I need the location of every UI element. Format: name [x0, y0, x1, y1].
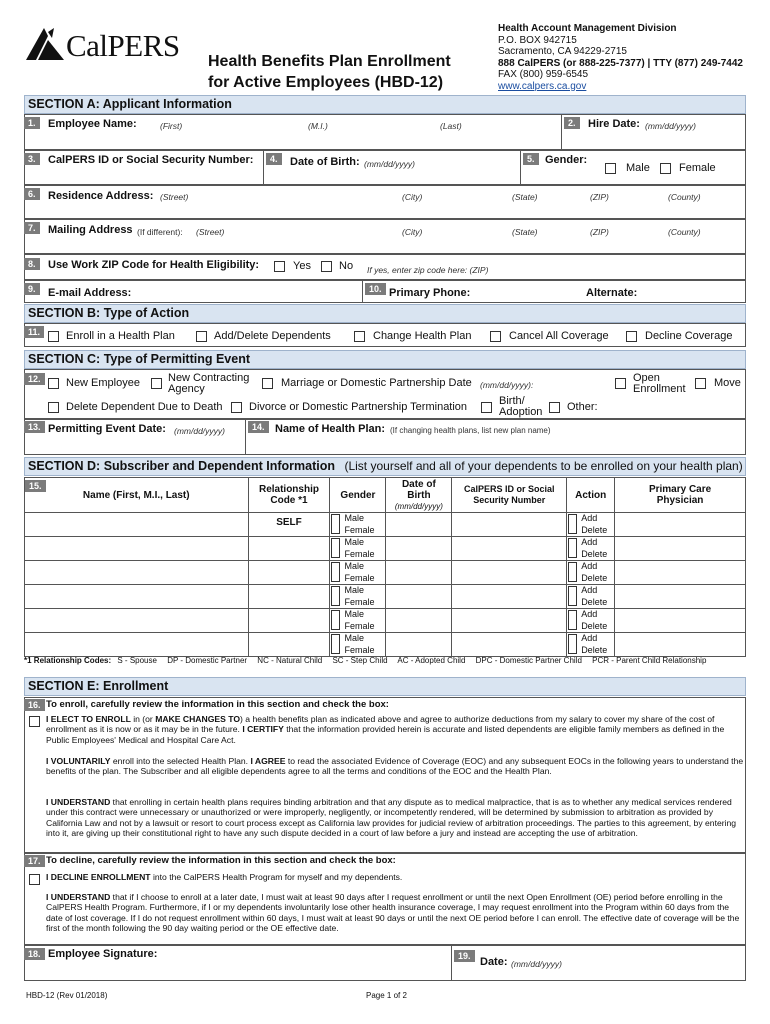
alternate-phone-input[interactable] [642, 284, 742, 300]
hint-mi: (M.I.) [308, 121, 328, 131]
field-18-number: 18. [24, 948, 45, 960]
signature-date-label: Date: [480, 956, 508, 968]
work-zip-input[interactable] [500, 258, 740, 276]
action-option [567, 537, 614, 549]
pcp-cell[interactable] [615, 561, 746, 585]
action-cell [567, 585, 615, 609]
gender-option [330, 645, 385, 657]
gender-option-label: Female [344, 524, 375, 535]
gender-cell [330, 633, 386, 657]
relationship-code-cell[interactable] [248, 561, 330, 585]
dependent-id-cell[interactable] [452, 537, 567, 561]
dob-line3: (mm/dd/yyyy) [394, 501, 443, 511]
elect-to-enroll-checkbox[interactable] [29, 716, 40, 727]
field-10-number: 10. [365, 283, 386, 295]
decline-paragraph-2 [46, 892, 746, 934]
p1-e: I CERTIFY [242, 724, 284, 735]
hire-date-label: Hire Date: [588, 118, 640, 130]
field-15-number: 15. [25, 480, 46, 492]
p5-b: that if I choose to enroll at a later date, I must wait at least 90 days after I request enrollment or until the next Open Enrollment (OE) period before enrolling in the CalPERS Health Program. Furthermore, if I or my dependents involuntarily lose other health insurance coverage, I may request enrollment into the Program within 60 days from the date of lost coverage. If I do not request enrollment within 60 days, I must wait at least 90 days or until the next OE period before I can enroll. The effective date of coverage will be the first of the month following the 90 day waiting period or the OE effective date. [46, 892, 740, 934]
gender-option-label: Male [344, 585, 364, 595]
section-c-header: SECTION C: Type of Permitting Event [24, 350, 746, 369]
action-enroll-label: Enroll in a Health Plan [66, 330, 175, 342]
email-label: E-mail Address: [48, 287, 132, 299]
event-new-agency-label [168, 373, 249, 395]
pcp-cell[interactable] [615, 537, 746, 561]
email-input[interactable] [140, 284, 358, 300]
gender-option [330, 597, 385, 609]
field-14-number: 14. [248, 421, 269, 433]
dependent-row [25, 585, 746, 609]
health-plan-label: Name of Health Plan: [275, 423, 386, 435]
action-option [567, 549, 614, 561]
action-option [567, 597, 614, 609]
signature-date-hint: (mm/dd/yyyy) [511, 959, 562, 969]
gender-cell [330, 537, 386, 561]
new-contracting-line2: Agency [168, 383, 205, 395]
col-name-label: Name (First, M.I., Last) [82, 489, 190, 501]
hire-date-input[interactable] [566, 132, 742, 148]
relationship-code-cell[interactable] [248, 585, 330, 609]
action-option [567, 609, 614, 621]
action-option [567, 645, 614, 657]
event-divorce-label: Divorce or Domestic Partnership Termination [249, 401, 468, 413]
gender-option [330, 573, 385, 585]
p1-d: ) a health benefits plan as indicated above and agree to authorize deductions from my salary to cover my share of the cost of enrollment as it is now or as it may be in the future. [46, 714, 715, 735]
action-option-label: Add [581, 561, 598, 571]
mail-city-hint: (City) [402, 227, 423, 237]
health-plan-hint: (If changing health plans, list new plan name) [390, 426, 551, 435]
action-change-plan-label: Change Health Plan [373, 330, 472, 342]
work-zip-yes-label: Yes [293, 260, 311, 272]
field-5-number: 5. [523, 153, 539, 165]
action-option-label: Delete [581, 644, 608, 655]
gender-option-label: Male [344, 561, 364, 571]
division-name: Health Account Management Division [498, 23, 677, 34]
action-cell [567, 633, 615, 657]
col-id-header [452, 478, 567, 513]
dependent-dob-cell[interactable] [386, 513, 452, 537]
action-add-delete-checkbox[interactable] [196, 331, 207, 342]
gender-male-checkbox[interactable] [605, 163, 616, 174]
calpers-logo-icon [24, 26, 66, 62]
event-delete-dependent-label: Delete Dependent Due to Death [66, 401, 223, 413]
dob-line2: Birth [407, 489, 431, 501]
calpers-logo [24, 26, 184, 66]
hire-date-hint: (mm/dd/yyyy) [645, 121, 696, 131]
page-number: Page 1 of 2 [366, 991, 407, 1000]
action-option [567, 561, 614, 573]
action-option-label: Delete [581, 596, 608, 607]
calpers-id-label: CalPERS ID or Social Security Number: [48, 154, 254, 166]
gender-option-label: Female [344, 572, 375, 583]
health-plan-input[interactable] [250, 437, 742, 453]
event-new-employee-label: New Employee [66, 377, 140, 389]
id-line2: Security Number [473, 495, 546, 505]
res-state-hint: (State) [512, 192, 538, 202]
action-option-label: Add [581, 537, 598, 547]
action-option [567, 525, 614, 537]
action-cell [567, 561, 615, 585]
hint-first: (First) [160, 121, 183, 131]
col-action-header: Action [567, 478, 615, 513]
code-item: PCR - Parent Child Relationship [592, 656, 707, 665]
logo-text: CalPERS [66, 28, 180, 63]
relationship-code-cell[interactable] [248, 609, 330, 633]
work-zip-no-checkbox[interactable] [321, 261, 332, 272]
col-relationship-header [248, 478, 330, 513]
mail-state-hint: (State) [512, 227, 538, 237]
codes-mark: *1 [24, 656, 32, 665]
res-street-hint: (Street) [160, 192, 189, 202]
code-item: NC - Natural Child [257, 656, 323, 665]
pcp-line2: Physician [656, 495, 704, 506]
gender-option [330, 621, 385, 633]
dependent-dob-cell[interactable] [386, 585, 452, 609]
p5-a: I UNDERSTAND [46, 892, 111, 902]
open-enrollment-line1: Open [633, 372, 660, 384]
action-option [567, 573, 614, 585]
hint-last: (Last) [440, 121, 462, 131]
fax-line: FAX (800) 959-6545 [498, 69, 589, 80]
work-zip-yes-checkbox[interactable] [274, 261, 285, 272]
event-new-employee-checkbox[interactable] [48, 378, 59, 389]
mailing-address-input[interactable] [28, 238, 742, 252]
action-change-plan-checkbox[interactable] [354, 331, 365, 342]
action-cancel-checkbox[interactable] [490, 331, 501, 342]
field-7-number: 7. [24, 222, 40, 234]
rel-line2: Code *1 [270, 495, 308, 506]
action-option [567, 513, 614, 525]
event-open-enrollment-label [633, 373, 686, 395]
event-other-label: Other: [567, 401, 598, 413]
gender-cell [330, 585, 386, 609]
gender-option-label: Male [344, 633, 364, 643]
action-cell [567, 513, 615, 537]
decline-paragraph-1 [46, 872, 746, 882]
open-enrollment-line2: Enrollment [633, 383, 686, 395]
action-cell [567, 609, 615, 633]
dependent-name-cell[interactable] [25, 513, 249, 537]
alternate-phone-label: Alternate: [586, 287, 638, 299]
form-title [208, 51, 451, 93]
field-1-number: 1. [24, 117, 40, 129]
dob-label: Date of Birth: [290, 156, 360, 168]
action-option-label: Delete [581, 620, 608, 631]
p3-a: I UNDERSTAND [46, 797, 111, 807]
mail-county-hint: (County) [668, 227, 701, 237]
pcp-cell[interactable] [615, 513, 746, 537]
residence-address-label: Residence Address: [48, 190, 154, 202]
gender-cell [330, 561, 386, 585]
codes-lead: Relationship Codes: [33, 656, 112, 665]
res-city-hint: (City) [402, 192, 423, 202]
dependent-dob-cell[interactable] [386, 537, 452, 561]
field-9-number: 9. [24, 283, 40, 295]
event-birth-adoption-label [499, 396, 542, 418]
gender-option [330, 609, 385, 621]
field-13-number: 13. [24, 421, 45, 433]
new-contracting-line1: New Contracting [168, 372, 250, 384]
action-decline-label: Decline Coverage [645, 330, 733, 342]
gender-cell [330, 513, 386, 537]
gender-option-label: Female [344, 620, 375, 631]
dependent-name-cell[interactable] [25, 633, 249, 657]
res-county-hint: (County) [668, 192, 701, 202]
event-new-agency-checkbox[interactable] [151, 378, 162, 389]
field-4-number: 4. [266, 153, 282, 165]
action-option [567, 621, 614, 633]
gender-option-label: Female [344, 644, 375, 655]
signature-label: Employee Signature: [48, 948, 158, 960]
gender-option [330, 633, 385, 645]
event-marriage-checkbox[interactable] [262, 378, 273, 389]
form-id: HBD-12 (Rev 01/2018) [26, 991, 108, 1000]
mail-street-hint: (Street) [196, 227, 225, 237]
relationship-code-cell[interactable] [248, 513, 330, 537]
id-line1: CalPERS ID or Social [464, 484, 555, 494]
dependent-id-cell[interactable] [452, 561, 567, 585]
gender-female-checkbox[interactable] [660, 163, 671, 174]
action-decline-checkbox[interactable] [626, 331, 637, 342]
work-zip-label: Use Work ZIP Code for Health Eligibility: [48, 259, 260, 271]
mail-zip-hint: (ZIP) [590, 227, 609, 237]
section-d-header [24, 457, 746, 476]
dependent-id-cell[interactable] [452, 633, 567, 657]
event-date-hint: (mm/dd/yyyy) [174, 426, 225, 436]
event-open-enrollment-checkbox[interactable] [615, 378, 626, 389]
gender-option [330, 537, 385, 549]
calpers-id-input[interactable] [28, 168, 260, 183]
code-item: DP - Domestic Partner [167, 656, 248, 665]
event-marriage-date-input[interactable] [538, 375, 610, 390]
enroll-paragraph-2 [46, 756, 746, 777]
relationship-codes [24, 656, 706, 665]
gender-option [330, 549, 385, 561]
dependent-name-cell[interactable] [25, 561, 249, 585]
dependent-id-cell[interactable] [452, 513, 567, 537]
dob-line1: Date of [401, 478, 436, 490]
event-marriage-hint: (mm/dd/yyyy): [480, 380, 534, 390]
action-option-label: Add [581, 513, 598, 523]
mailing-address-label: Mailing Address [48, 224, 133, 236]
gender-option-label: Male [344, 537, 364, 547]
gender-option-label: Male [344, 513, 364, 523]
action-option-label: Delete [581, 572, 608, 583]
action-option [567, 585, 614, 597]
col-gender-header: Gender [330, 478, 386, 513]
relationship-code-cell[interactable] [248, 633, 330, 657]
event-other-input[interactable] [602, 398, 742, 415]
contact-block [498, 23, 743, 92]
section-a-header: SECTION A: Applicant Information [24, 95, 746, 114]
signature-date-input[interactable] [570, 952, 742, 977]
form-title-line2: for Active Employees (HBD-12) [208, 74, 444, 91]
dependent-dob-cell[interactable] [386, 561, 452, 585]
gender-option [330, 585, 385, 597]
work-zip-hint: If yes, enter zip code here: (ZIP) [367, 265, 489, 275]
action-option-label: Add [581, 633, 598, 643]
dob-hint: (mm/dd/yyyy) [364, 159, 415, 169]
p1-f: that the information provided herein is accurate and listed dependents are eligible family members as defined in the Public Employees' Medical and Hospital Care Act. [46, 724, 725, 745]
field-3-number: 3. [24, 153, 40, 165]
p4-a: I DECLINE ENROLLMENT [46, 872, 151, 882]
form-title-line1: Health Benefits Plan Enrollment [208, 53, 451, 70]
action-option-label: Delete [581, 524, 608, 535]
primary-phone-label: Primary Phone: [389, 287, 471, 299]
dependent-row [25, 513, 746, 537]
gender-option-label: Female [344, 548, 375, 559]
dependent-row [25, 609, 746, 633]
action-cell [567, 537, 615, 561]
dependent-name-cell[interactable] [25, 585, 249, 609]
event-other-checkbox[interactable] [549, 402, 560, 413]
p1-c: MAKE CHANGES TO [155, 714, 241, 724]
gender-option [330, 525, 385, 537]
dob-input[interactable] [268, 170, 516, 183]
event-move-checkbox[interactable] [695, 378, 706, 389]
gender-option-label: Female [344, 596, 375, 607]
action-enroll-checkbox[interactable] [48, 331, 59, 342]
signature-input[interactable] [28, 962, 448, 979]
employee-name-input[interactable] [48, 132, 558, 148]
primary-phone-input[interactable] [478, 284, 582, 300]
section-b-header: SECTION B: Type of Action [24, 304, 746, 323]
p2-b: enroll into the selected Health Plan. [110, 756, 251, 766]
col-dob-header [386, 478, 452, 513]
event-delete-dependent-checkbox[interactable] [48, 402, 59, 413]
field-8-number: 8. [24, 258, 40, 270]
gender-label: Gender: [545, 154, 588, 166]
action-cancel-label: Cancel All Coverage [509, 330, 609, 342]
col-pcp-header [615, 478, 746, 513]
section-d-subtitle: (List yourself and all of your dependents to be enrolled on your health plan) [344, 459, 743, 473]
p1-b: in (or [130, 714, 156, 724]
dependent-name-cell[interactable] [25, 537, 249, 561]
mail-ifdiff-hint: (If different): [137, 227, 183, 237]
employee-name-label: Employee Name: [48, 118, 137, 130]
website-link[interactable]: www.calpers.ca.gov [498, 80, 587, 92]
dependent-id-cell[interactable] [452, 609, 567, 633]
rel-line1: Relationship [258, 484, 319, 495]
field-16-number: 16. [24, 699, 45, 711]
pcp-cell[interactable] [615, 585, 746, 609]
code-item: AC - Adopted Child [397, 656, 466, 665]
gender-option-label: Male [344, 609, 364, 619]
gender-cell [330, 609, 386, 633]
decline-instruction: To decline, carefully review the information in this section and check the box: [46, 855, 396, 866]
code-item: SC - Step Child [332, 656, 388, 665]
po-box: P.O. BOX 942715 [498, 34, 577, 46]
event-date-label: Permitting Event Date: [48, 423, 166, 435]
action-option-label: Add [581, 609, 598, 619]
dependents-header-row [25, 478, 746, 513]
p1-a: I ELECT TO ENROLL [46, 714, 131, 724]
gender-male-label: Male [626, 162, 650, 174]
self-label: SELF [276, 517, 302, 528]
section-e-header: SECTION E: Enrollment [24, 677, 746, 696]
enroll-paragraph-3 [46, 797, 746, 839]
phone-line: 888 CalPERS (or 888-225-7377) | TTY (877) 249-7442 [498, 57, 743, 69]
field-19-number: 19. [454, 950, 475, 962]
pcp-cell[interactable] [615, 633, 746, 657]
p3-b: that enrolling in certain health plans requires binding arbitration and that any dispute as to medical malpractice, that is as to whether any medical services rendered under this contract were unnecessary or unauthorized or were improperly, negligently, or incompetently rendered, will be determined by submission to arbitration as provided by California Law and not by a lawsuit or resort to court process except as California law provides for judicial review of arbitration proceedings. The parties to this agreement, by entering into it, are giving up their constitutional right to have any such dispute decided in a court of law before a jury and instead are accepting the use of arbitration. [46, 797, 737, 839]
event-move-label: Move [714, 377, 741, 389]
dependent-id-cell[interactable] [452, 585, 567, 609]
pcp-line1: Primary Care [648, 484, 712, 495]
p4-b: into the CalPERS Health Program for myself and my dependents. [150, 872, 403, 882]
res-zip-hint: (ZIP) [590, 192, 609, 202]
dependent-dob-cell[interactable] [386, 609, 452, 633]
decline-enrollment-checkbox[interactable] [29, 874, 40, 885]
code-item: S - Spouse [117, 656, 157, 665]
dependents-table [24, 477, 746, 657]
field-6-number: 6. [24, 188, 40, 200]
pcp-cell[interactable] [615, 609, 746, 633]
gender-option [330, 561, 385, 573]
field-2-number: 2. [564, 117, 580, 129]
dependent-row [25, 633, 746, 657]
dependent-name-cell[interactable] [25, 609, 249, 633]
field-12-number: 12. [24, 373, 45, 385]
birth-adoption-line1: Birth/ [499, 395, 525, 407]
event-date-input[interactable] [28, 437, 242, 453]
gender-female-label: Female [679, 162, 716, 174]
section-d-title: SECTION D: Subscriber and Dependent Information [28, 459, 335, 473]
field-11-number: 11. [24, 326, 44, 338]
birth-adoption-line2: Adoption [499, 406, 543, 418]
dependent-row [25, 561, 746, 585]
col-name-header [25, 478, 249, 513]
field-17-number: 17. [24, 855, 45, 867]
event-birth-adoption-checkbox[interactable] [481, 402, 492, 413]
relationship-code-cell[interactable] [248, 537, 330, 561]
city-line: Sacramento, CA 94229-2715 [498, 46, 627, 57]
p2-c: I AGREE [250, 756, 286, 766]
p2-a: I VOLUNTARILY [46, 756, 111, 766]
residence-address-input[interactable] [28, 203, 742, 217]
action-add-delete-label: Add/Delete Dependents [214, 330, 331, 342]
work-zip-no-label: No [339, 260, 354, 272]
action-option-label: Add [581, 585, 598, 595]
dependent-dob-cell[interactable] [386, 633, 452, 657]
enroll-paragraph-1 [46, 714, 746, 745]
event-divorce-checkbox[interactable] [231, 402, 242, 413]
action-option [567, 633, 614, 645]
p2-d: to read the associated Evidence of Coverage (EOC) and any subsequent EOCs in the following years to understand the benefits of the plan. The Subscriber and all eligible dependents agree to all the terms and conditions of the EOC and the Health Plan. [46, 756, 744, 777]
dependent-row [25, 537, 746, 561]
event-marriage-label: Marriage or Domestic Partnership Date [281, 377, 472, 389]
gender-option [330, 513, 385, 525]
code-item: DPC - Domestic Partner Child [475, 656, 582, 665]
action-option-label: Delete [581, 548, 608, 559]
enroll-instruction: To enroll, carefully review the information in this section and check the box: [46, 699, 389, 710]
